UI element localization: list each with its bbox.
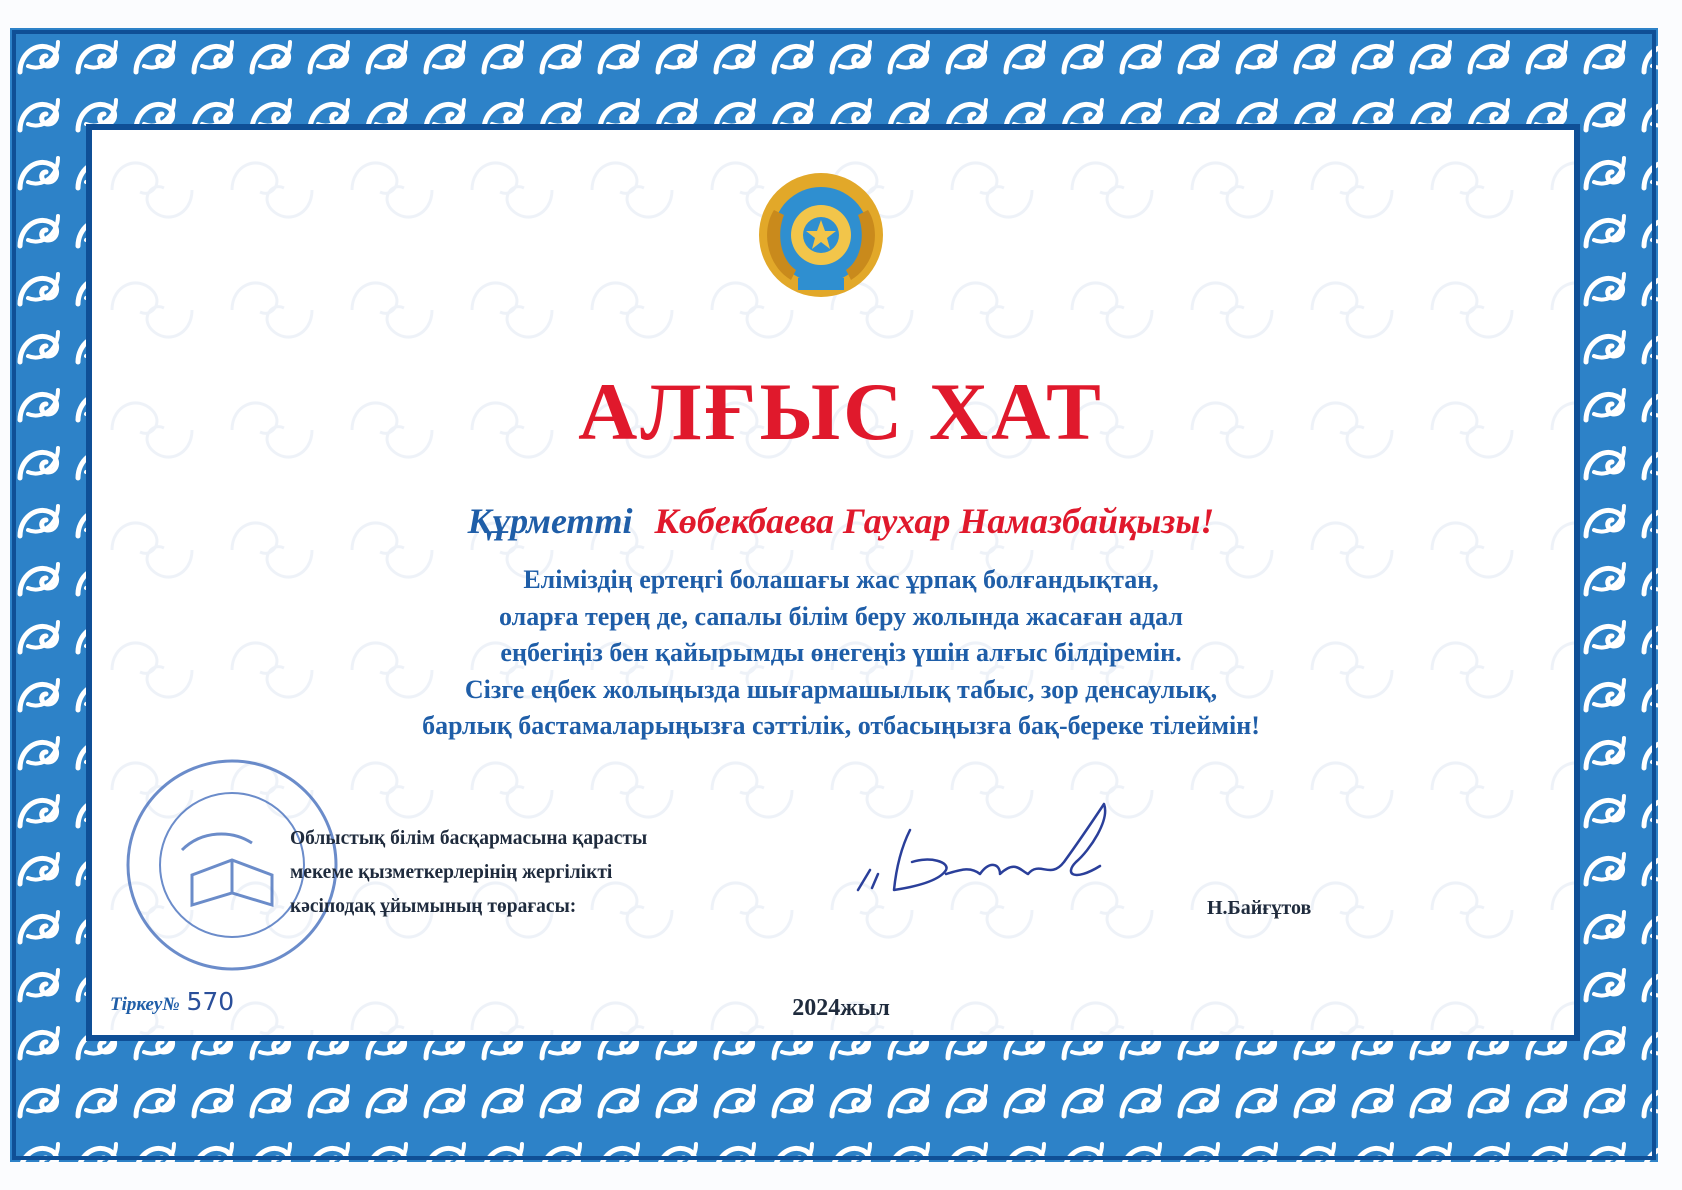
greeting-line [0, 500, 1682, 542]
greeting-prefix: Құрметті [467, 501, 633, 541]
organization-block [290, 822, 647, 924]
body-line: барлық бастамаларыңызға сәттілік, отбасыңызға бақ-береке тілеймін! [422, 711, 1260, 740]
body-line: оларға терең де, сапалы білім беру жолында жасаған адал [498, 601, 1183, 631]
kazakhstan-emblem-icon [756, 170, 886, 300]
book-icon [182, 834, 272, 905]
signature-mark [850, 790, 1150, 910]
organization-line: Облыстық білім басқармасына қарасты [290, 828, 648, 849]
recipient-name: Көбекбаева Гаухар Намазбайқызы! [654, 501, 1215, 541]
body-line: Сізге еңбек жолыңызда шығармашылық табыс, зор денсаулық, [464, 674, 1218, 704]
certificate-body [0, 562, 1682, 745]
body-line: еңбегіңіз бен қайырымды өнегеңіз үшін алғыс білдіремін. [500, 638, 1182, 667]
certificate-year: 2024жыл [792, 995, 890, 1021]
certificate-title: АЛҒЫС ХАТ [578, 366, 1104, 457]
registration-label: Тіркеу№ [110, 994, 180, 1015]
organization-line: кәсіподақ ұйымының төрағасы: [290, 896, 577, 917]
body-line: Еліміздің ертеңгі болашағы жас ұрпақ болғандықтан, [523, 565, 1159, 594]
organization-line: мекеме қызметкерлерінің жергілікті [290, 862, 613, 883]
signatory-name: Н.Байғұтов [1207, 897, 1312, 919]
registration-value: 570 [186, 987, 235, 1016]
